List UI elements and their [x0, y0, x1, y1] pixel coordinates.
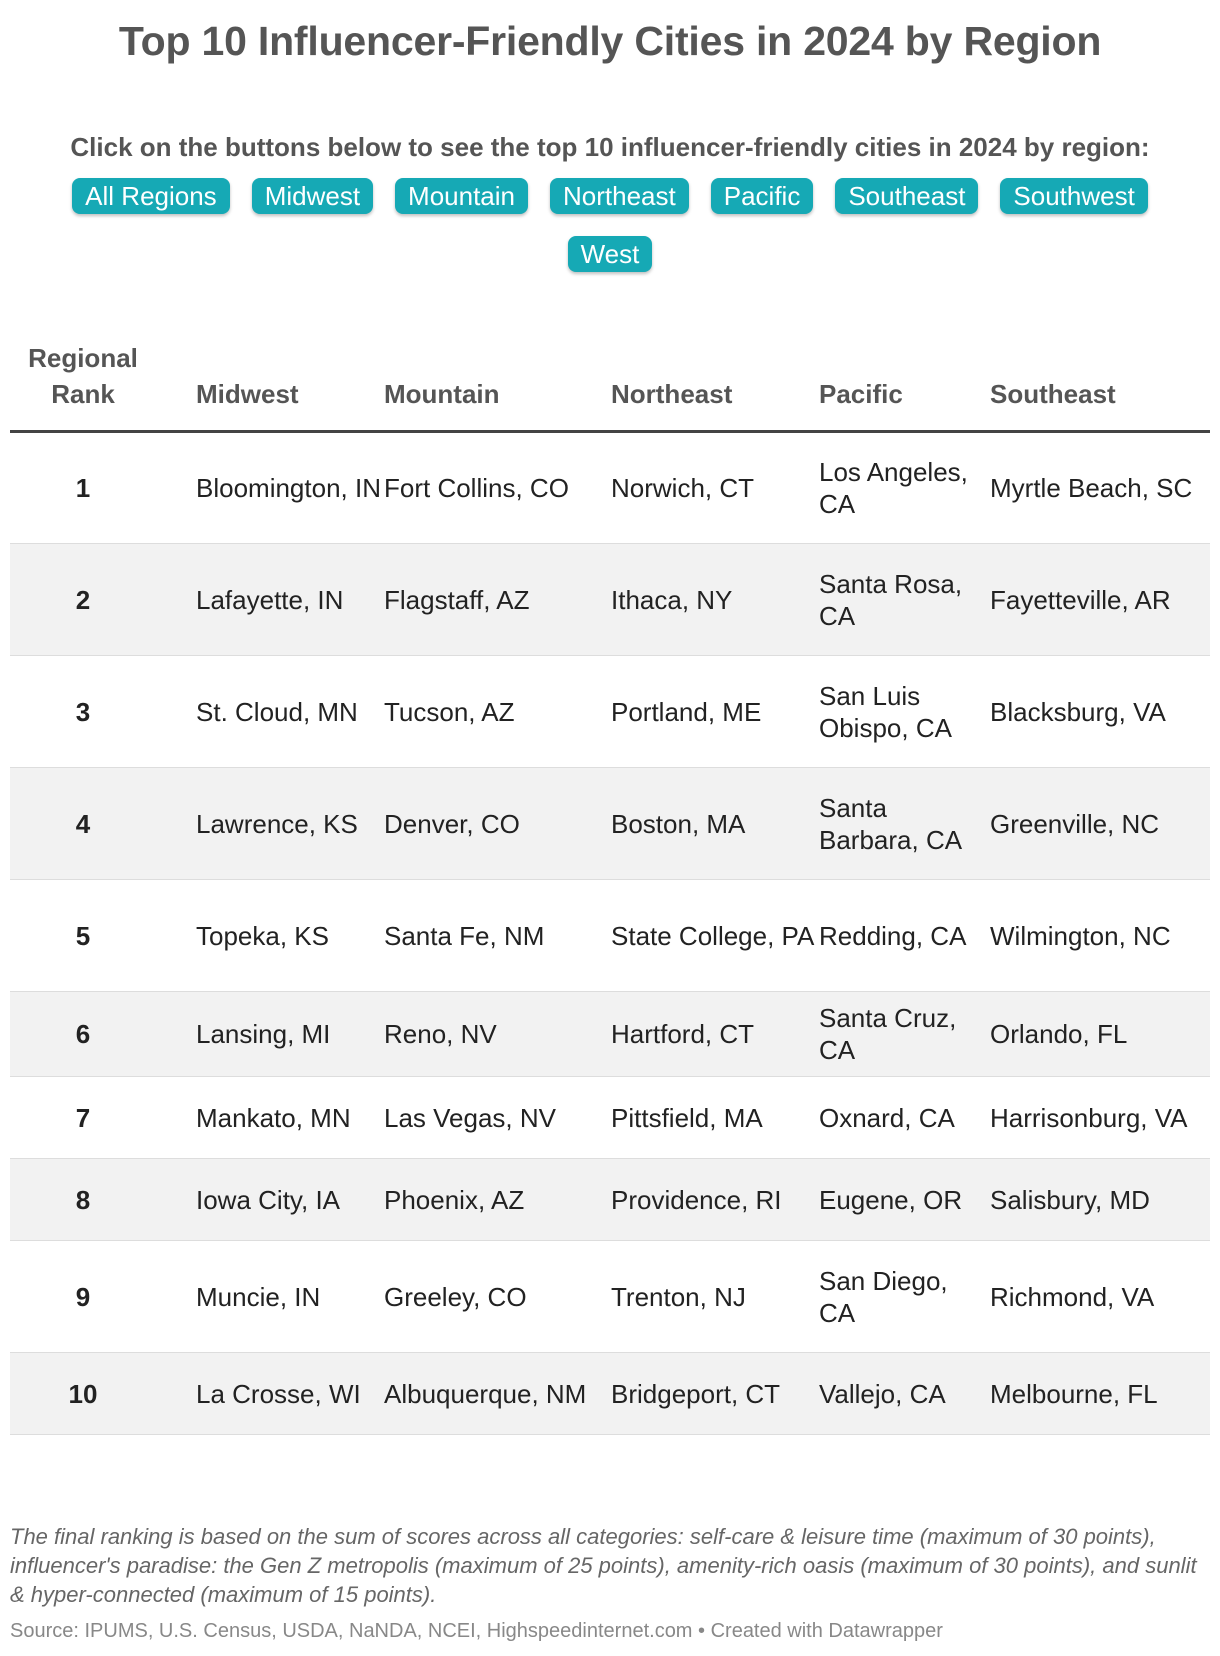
city-cell-midwest: St. Cloud, MN [156, 656, 384, 768]
city-cell-midwest: Mankato, MN [156, 1077, 384, 1159]
city-cell-southeast: Fayetteville, AR [990, 544, 1210, 656]
rank-cell: 3 [10, 656, 156, 768]
rank-cell: 8 [10, 1159, 156, 1241]
city-cell-mountain: Las Vegas, NV [384, 1077, 611, 1159]
city-cell-mountain: Santa Fe, NM [384, 880, 611, 992]
city-cell-mountain: Albuquerque, NM [384, 1353, 611, 1435]
city-cell-southeast: Blacksburg, VA [990, 656, 1210, 768]
rank-header-line1: Regional [28, 343, 138, 373]
table-row [10, 1241, 1210, 1353]
region-button-southwest[interactable]: Southwest [1000, 178, 1147, 214]
city-cell-northeast: Providence, RI [611, 1159, 819, 1241]
city-cell-northeast: Portland, ME [611, 656, 819, 768]
city-cell-northeast: Pittsfield, MA [611, 1077, 819, 1159]
city-cell-southeast: Harrisonburg, VA [990, 1077, 1210, 1159]
city-cell-northeast: Hartford, CT [611, 992, 819, 1077]
city-cell-southeast: Salisbury, MD [990, 1159, 1210, 1241]
table-row [10, 1159, 1210, 1241]
city-cell-midwest: La Crosse, WI [156, 1353, 384, 1435]
city-cell-northeast: Boston, MA [611, 768, 819, 880]
city-cell-southeast: Melbourne, FL [990, 1353, 1210, 1435]
city-cell-pacific: Santa Rosa, CA [819, 544, 990, 656]
city-cell-midwest: Topeka, KS [156, 880, 384, 992]
city-cell-northeast: Ithaca, NY [611, 544, 819, 656]
city-cell-midwest: Bloomington, IN [156, 432, 384, 544]
table-row [10, 656, 1210, 768]
city-cell-midwest: Lansing, MI [156, 992, 384, 1077]
city-cell-mountain: Denver, CO [384, 768, 611, 880]
city-cell-pacific: San Luis Obispo, CA [819, 656, 990, 768]
rank-cell: 5 [10, 880, 156, 992]
table-row [10, 992, 1210, 1077]
source-line: Source: IPUMS, U.S. Census, USDA, NaNDA, NCEI, Highspeedinternet.com • Created with Datawrapper [10, 1620, 943, 1642]
region-filter-buttons [40, 178, 1180, 272]
city-cell-mountain: Fort Collins, CO [384, 432, 611, 544]
column-header-rank[interactable] [10, 340, 156, 432]
column-header-midwest[interactable]: Midwest [156, 340, 384, 432]
table-row [10, 432, 1210, 544]
page-title: Top 10 Influencer-Friendly Cities in 2024 by Region [118, 18, 1102, 64]
city-cell-pacific: San Diego, CA [819, 1241, 990, 1353]
rank-cell: 6 [10, 992, 156, 1077]
rank-cell: 10 [10, 1353, 156, 1435]
table-row [10, 1077, 1210, 1159]
rank-header-line2: Rank [51, 379, 115, 409]
column-header-northeast[interactable]: Northeast [611, 340, 819, 432]
city-cell-southeast: Richmond, VA [990, 1241, 1210, 1353]
city-cell-mountain: Tucson, AZ [384, 656, 611, 768]
city-cell-pacific: Redding, CA [819, 880, 990, 992]
region-button-northeast[interactable]: Northeast [550, 178, 689, 214]
region-button-pacific[interactable]: Pacific [711, 178, 814, 214]
city-cell-southeast: Orlando, FL [990, 992, 1210, 1077]
column-header-southeast[interactable]: Southeast [990, 340, 1210, 432]
region-button-southeast[interactable]: Southeast [835, 178, 978, 214]
city-cell-northeast: State College, PA [611, 880, 819, 992]
city-cell-pacific: Vallejo, CA [819, 1353, 990, 1435]
rank-cell: 7 [10, 1077, 156, 1159]
city-cell-southeast: Myrtle Beach, SC [990, 432, 1210, 544]
rank-cell: 2 [10, 544, 156, 656]
city-cell-pacific: Eugene, OR [819, 1159, 990, 1241]
footnote: The final ranking is based on the sum of scores across all categories: self-care & leisure time (maximum of 30 points), influencer's paradise: the Gen Z metropolis (maximum of 25 points), amenity-rich oasis (maximum of 30 points), and sunlit & hyper-connected (maximum of 15 points). [10, 1524, 1197, 1607]
region-button-all-regions[interactable]: All Regions [72, 178, 230, 214]
rank-cell: 1 [10, 432, 156, 544]
table-row [10, 768, 1210, 880]
table-row [10, 880, 1210, 992]
city-cell-pacific: Santa Barbara, CA [819, 768, 990, 880]
city-cell-mountain: Greeley, CO [384, 1241, 611, 1353]
city-cell-midwest: Iowa City, IA [156, 1159, 384, 1241]
rank-cell: 4 [10, 768, 156, 880]
table-row [10, 544, 1210, 656]
city-cell-mountain: Phoenix, AZ [384, 1159, 611, 1241]
region-button-midwest[interactable]: Midwest [252, 178, 373, 214]
ranking-table [10, 340, 1210, 1435]
city-cell-northeast: Trenton, NJ [611, 1241, 819, 1353]
table-header-row [10, 340, 1210, 432]
city-cell-pacific: Los Angeles, CA [819, 432, 990, 544]
city-cell-mountain: Flagstaff, AZ [384, 544, 611, 656]
city-cell-pacific: Oxnard, CA [819, 1077, 990, 1159]
city-cell-midwest: Muncie, IN [156, 1241, 384, 1353]
city-cell-northeast: Bridgeport, CT [611, 1353, 819, 1435]
city-cell-pacific: Santa Cruz, CA [819, 992, 990, 1077]
region-button-west[interactable]: West [568, 236, 653, 272]
city-cell-southeast: Wilmington, NC [990, 880, 1210, 992]
table-row [10, 1353, 1210, 1435]
region-button-mountain[interactable]: Mountain [395, 178, 528, 214]
page-subtitle: Click on the buttons below to see the top 10 influencer-friendly cities in 2024 by region: [70, 132, 1150, 162]
rank-cell: 9 [10, 1241, 156, 1353]
city-cell-northeast: Norwich, CT [611, 432, 819, 544]
column-header-pacific[interactable]: Pacific [819, 340, 990, 432]
city-cell-midwest: Lafayette, IN [156, 544, 384, 656]
column-header-mountain[interactable]: Mountain [384, 340, 611, 432]
city-cell-mountain: Reno, NV [384, 992, 611, 1077]
city-cell-southeast: Greenville, NC [990, 768, 1210, 880]
city-cell-midwest: Lawrence, KS [156, 768, 384, 880]
